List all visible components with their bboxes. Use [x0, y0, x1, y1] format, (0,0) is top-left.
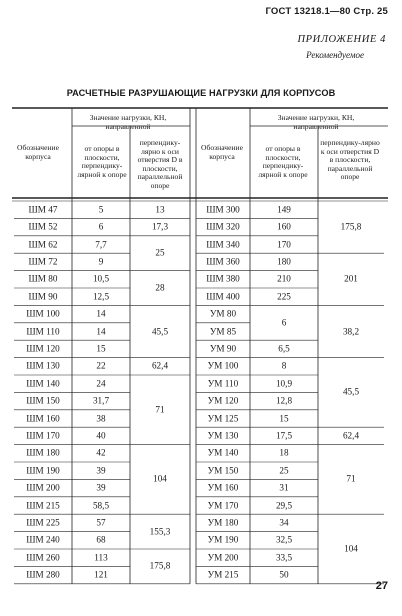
support-value-cell: 149	[277, 204, 291, 215]
support-value-cell: 32,5	[275, 534, 293, 545]
designation-cell: УМ 140	[207, 447, 239, 458]
support-value-cell: 17,5	[275, 430, 293, 441]
designation-cell: ШМ 62	[28, 238, 58, 249]
perpendicular-value-cell: 104	[344, 543, 358, 554]
designation-cell: ШМ 215	[26, 499, 60, 510]
support-value-cell: 5	[98, 204, 104, 215]
support-value-cell: 68	[96, 534, 106, 545]
support-value-cell: 7,7	[95, 238, 107, 249]
designation-cell: УМ 80	[209, 308, 237, 319]
designation-cell: УМ 85	[209, 325, 237, 336]
perpendicular-value-cell: 155,3	[149, 525, 171, 536]
perpendicular-value-cell: 45,5	[342, 386, 360, 397]
designation-cell: УМ 190	[207, 534, 239, 545]
designation-cell: ШМ 160	[26, 412, 60, 423]
designation-cell: ШМ 260	[26, 552, 60, 563]
support-value-cell: 50	[279, 569, 289, 580]
perpendicular-value-cell: 175,8	[340, 221, 362, 232]
support-value-cell: 15	[96, 343, 106, 354]
support-value-cell: 14	[96, 325, 106, 336]
designation-cell: ШМ 280	[26, 569, 60, 580]
header-load-group-left: Значение нагрузки, КН, направленной	[89, 113, 167, 131]
table-title: РАСЧЕТНЫЕ РАЗРУШАЮЩИЕ НАГРУЗКИ ДЛЯ КОРПУСОВ	[66, 88, 336, 98]
header-designation-left: Обозначение корпуса	[17, 143, 59, 161]
header-perpendicular-right: перпендику-лярно к оси отверстия D в плоскости, параллельной опоре	[320, 138, 380, 182]
designation-cell: ШМ 180	[26, 447, 60, 458]
designation-cell: ШМ 47	[28, 204, 58, 215]
perpendicular-value-cell: 25	[155, 247, 165, 258]
support-value-cell: 6,5	[278, 343, 290, 354]
support-value-cell: 31	[279, 482, 289, 493]
header-load-group-right: Значение нагрузки, КН, направленной	[277, 113, 355, 131]
designation-cell: ШМ 200	[26, 482, 60, 493]
perpendicular-value-cell: 201	[344, 273, 358, 284]
support-value-cell: 9	[98, 256, 104, 267]
designation-cell: ШМ 170	[26, 430, 60, 441]
designation-cell: ШМ 52	[28, 221, 58, 232]
designation-cell: ШМ 150	[26, 395, 60, 406]
designation-cell: ШМ 110	[26, 325, 60, 336]
header-from-support-right: от опоры в плоскости, перпендику-лярной к опоре	[258, 144, 308, 179]
designation-cell: ШМ 120	[26, 343, 60, 354]
designation-cell: ШМ 72	[28, 256, 58, 267]
support-value-cell: 58,5	[92, 499, 110, 510]
designation-cell: УМ 110	[207, 378, 239, 389]
page-header: ГОСТ 13218.1—80 Стр. 25	[265, 6, 388, 17]
designation-cell: ШМ 300	[206, 204, 240, 215]
perpendicular-value-cell: 17,3	[151, 221, 169, 232]
support-value-cell: 42	[96, 447, 106, 458]
support-value-cell: 40	[96, 430, 106, 441]
support-value-cell: 12,8	[275, 395, 293, 406]
designation-cell: ШМ 80	[28, 273, 58, 284]
support-value-cell: 225	[277, 291, 291, 302]
designation-cell: ШМ 130	[26, 360, 60, 371]
header-designation-right: Обозначение корпуса	[201, 143, 243, 161]
appendix-title: ПРИЛОЖЕНИЕ 4	[297, 34, 386, 45]
perpendicular-value-cell: 62,4	[342, 430, 360, 441]
support-value-cell: 6	[98, 221, 104, 232]
designation-cell: УМ 160	[207, 482, 239, 493]
support-value-cell: 10,9	[275, 378, 293, 389]
support-value-cell: 180	[277, 256, 291, 267]
designation-cell: УМ 150	[207, 465, 239, 476]
perpendicular-value-cell: 71	[346, 473, 356, 484]
support-value-cell: 25	[279, 465, 289, 476]
support-value-cell: 15	[279, 412, 289, 423]
support-value-cell: 39	[96, 482, 106, 493]
perpendicular-value-cell: 62,4	[151, 360, 169, 371]
designation-cell: ШМ 320	[206, 221, 240, 232]
designation-cell: УМ 130	[207, 430, 239, 441]
support-value-cell: 160	[277, 221, 291, 232]
page-number: 27	[375, 580, 388, 592]
support-value-cell: 57	[96, 517, 106, 528]
support-value-cell: 33,5	[275, 552, 293, 563]
support-value-cell: 6	[281, 317, 287, 328]
perpendicular-value-cell: 104	[153, 473, 167, 484]
support-value-cell: 38	[96, 412, 106, 423]
perpendicular-value-cell: 71	[155, 404, 165, 415]
perpendicular-value-cell: 13	[155, 204, 165, 215]
support-value-cell: 18	[279, 447, 289, 458]
support-value-cell: 113	[94, 552, 108, 563]
designation-cell: УМ 100	[207, 360, 239, 371]
support-value-cell: 24	[96, 378, 106, 389]
designation-cell: УМ 120	[207, 395, 239, 406]
perpendicular-value-cell: 38,2	[342, 325, 360, 336]
support-value-cell: 170	[277, 238, 291, 249]
support-value-cell: 39	[96, 465, 106, 476]
designation-cell: ШМ 240	[26, 534, 60, 545]
designation-cell: ШМ 400	[206, 291, 240, 302]
designation-cell: ШМ 90	[28, 291, 58, 302]
header-from-support-left: от опоры в плоскости, перпендику-лярной к опоре	[77, 144, 127, 179]
designation-cell: УМ 215	[207, 569, 239, 580]
designation-cell: УМ 170	[207, 499, 239, 510]
support-value-cell: 31,7	[92, 395, 110, 406]
designation-cell: УМ 180	[207, 517, 239, 528]
support-value-cell: 210	[277, 273, 291, 284]
designation-cell: ШМ 340	[206, 238, 240, 249]
designation-cell: ШМ 140	[26, 378, 60, 389]
support-value-cell: 22	[96, 360, 106, 371]
support-value-cell: 14	[96, 308, 106, 319]
header-perpendicular-left: перпендику-лярно к оси отверстия D в плоскости, параллельной опоре	[137, 138, 183, 190]
designation-cell: УМ 125	[207, 412, 239, 423]
support-value-cell: 8	[281, 360, 287, 371]
support-value-cell: 10,5	[92, 273, 110, 284]
designation-cell: ШМ 360	[206, 256, 240, 267]
appendix-subtitle: Рекомендуемое	[306, 50, 364, 60]
designation-cell: ШМ 380	[206, 273, 240, 284]
support-value-cell: 29,5	[275, 499, 293, 510]
perpendicular-value-cell: 45,5	[151, 325, 169, 336]
perpendicular-value-cell: 28	[155, 282, 165, 293]
designation-cell: ШМ 190	[26, 465, 60, 476]
perpendicular-value-cell: 175,8	[149, 560, 171, 571]
designation-cell: ШМ 100	[26, 308, 60, 319]
support-value-cell: 12,5	[92, 291, 110, 302]
support-value-cell: 121	[94, 569, 108, 580]
designation-cell: УМ 200	[207, 552, 239, 563]
designation-cell: ШМ 225	[26, 517, 60, 528]
designation-cell: УМ 90	[209, 343, 237, 354]
support-value-cell: 34	[279, 517, 289, 528]
